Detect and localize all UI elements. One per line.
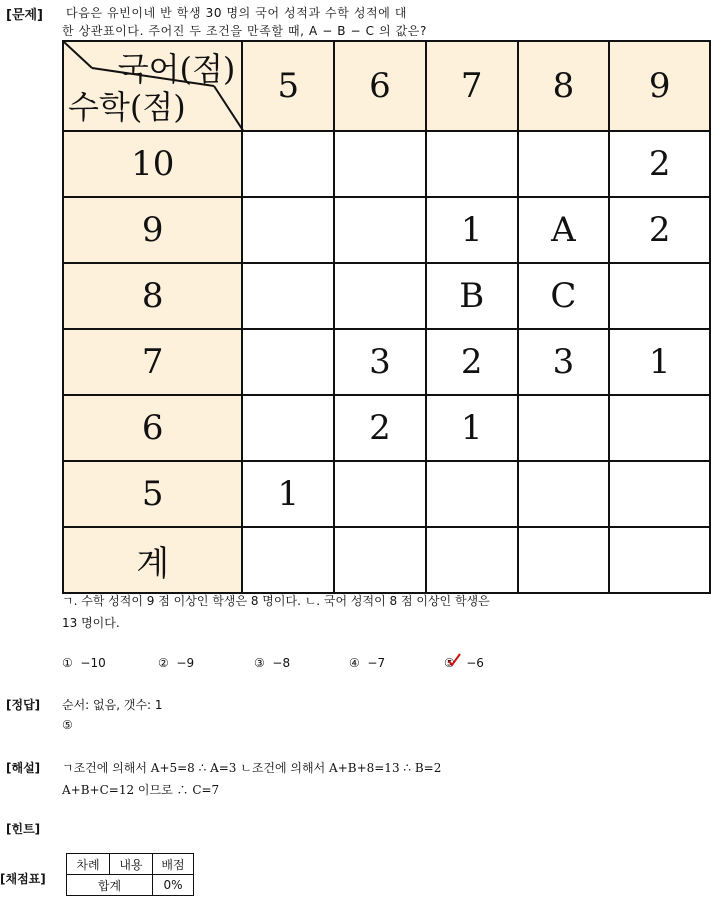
table-row xyxy=(63,197,710,263)
table-cell xyxy=(518,395,610,461)
table-cell xyxy=(426,527,518,593)
table-cell xyxy=(334,527,426,593)
table-cell xyxy=(242,329,334,395)
correlation-table xyxy=(62,40,711,588)
row-header: 8 xyxy=(63,263,242,329)
choice-5[interactable] xyxy=(444,656,484,670)
table-cell xyxy=(609,263,710,329)
explanation-line1: ㄱ조건에 의해서 A+5=8 ∴ A=3 ㄴ조건에 의해서 A+B+8=13 ∴ B=2 xyxy=(62,761,442,775)
choice-number: ⑤ xyxy=(444,656,455,670)
table-cell: 1 xyxy=(426,197,518,263)
table-cell xyxy=(518,131,610,197)
table-cell: 3 xyxy=(334,329,426,395)
table-cell xyxy=(242,263,334,329)
table-cell xyxy=(242,395,334,461)
table-cell: C xyxy=(518,263,610,329)
table-row xyxy=(63,461,710,527)
score-header-content: 내용 xyxy=(110,854,153,875)
table-cell xyxy=(609,527,710,593)
hint-tag: [힌트] xyxy=(6,822,41,836)
row-header: 계 xyxy=(63,527,242,593)
checkmark-icon xyxy=(447,653,461,667)
table-row xyxy=(63,527,710,593)
table-cell: 2 xyxy=(609,131,710,197)
table-cell xyxy=(242,197,334,263)
choice-text: −8 xyxy=(272,656,291,670)
table-row xyxy=(63,131,710,197)
condition-text-line1: ㄱ. 수학 성적이 9 점 이상인 학생은 8 명이다. ㄴ. 국어 성적이 8 점 이상인 학생은 xyxy=(62,594,490,608)
score-total-label: 합계 xyxy=(67,875,153,896)
choice-text: −9 xyxy=(176,656,195,670)
score-header-points: 배점 xyxy=(153,854,194,875)
row-header: 6 xyxy=(63,395,242,461)
table-cell xyxy=(609,395,710,461)
table-cell: B xyxy=(426,263,518,329)
choice-text: −10 xyxy=(80,656,106,670)
table-cell: A xyxy=(518,197,610,263)
table-row xyxy=(63,263,710,329)
choice-4[interactable] xyxy=(349,656,385,670)
row-axis-label: 수학(점) xyxy=(68,88,186,126)
explanation-tag: [해설] xyxy=(6,761,41,775)
table-cell xyxy=(242,131,334,197)
table-cell: 1 xyxy=(426,395,518,461)
problem-tag: [문제] xyxy=(6,8,43,23)
choice-number: ④ xyxy=(349,656,360,670)
table-cell xyxy=(426,461,518,527)
choice-number: ③ xyxy=(254,656,265,670)
row-header: 7 xyxy=(63,329,242,395)
table-cell xyxy=(242,527,334,593)
score-header-order: 차례 xyxy=(67,854,110,875)
problem-text-line2: 한 상관표이다. 주어진 두 조건을 만족할 때, A − B − C 의 값은? xyxy=(62,24,427,38)
row-header: 5 xyxy=(63,461,242,527)
table-row xyxy=(63,329,710,395)
table-cell: 1 xyxy=(609,329,710,395)
table-cell: 1 xyxy=(242,461,334,527)
problem-text-line1: 다음은 유빈이네 반 학생 30 명의 국어 성적과 수학 성적에 대 xyxy=(66,6,408,20)
column-header: 9 xyxy=(609,41,710,131)
answer-value: ⑤ xyxy=(62,718,73,732)
column-header: 7 xyxy=(426,41,518,131)
row-header: 10 xyxy=(63,131,242,197)
score-table xyxy=(66,853,194,896)
choice-text: −6 xyxy=(466,656,484,670)
choice-3[interactable] xyxy=(254,656,290,670)
table-corner-cell xyxy=(63,41,242,131)
table-cell: 2 xyxy=(609,197,710,263)
explanation-line2: A+B+C=12 이므로 ∴ C=7 xyxy=(62,783,220,797)
table-cell xyxy=(334,461,426,527)
choice-text: −7 xyxy=(367,656,386,670)
column-header: 8 xyxy=(518,41,610,131)
row-header: 9 xyxy=(63,197,242,263)
score-tag: [채점표] xyxy=(0,872,46,886)
column-header: 6 xyxy=(334,41,426,131)
table-cell xyxy=(518,461,610,527)
column-axis-label: 국어(점) xyxy=(117,50,236,88)
table-cell xyxy=(334,131,426,197)
table-cell xyxy=(426,131,518,197)
table-row xyxy=(63,395,710,461)
answer-tag: [정답] xyxy=(6,698,41,712)
column-header: 5 xyxy=(242,41,334,131)
score-total-value: 0% xyxy=(153,875,194,896)
condition-text-line2: 13 명이다. xyxy=(62,616,120,630)
table-cell: 3 xyxy=(518,329,610,395)
choice-number: ② xyxy=(158,656,169,670)
choice-1[interactable] xyxy=(62,656,106,670)
table-cell: 2 xyxy=(334,395,426,461)
answer-info: 순서: 없음, 갯수: 1 xyxy=(62,698,163,712)
table-cell xyxy=(609,461,710,527)
choice-number: ① xyxy=(62,656,73,670)
table-cell xyxy=(518,527,610,593)
table-cell xyxy=(334,263,426,329)
choice-2[interactable] xyxy=(158,656,194,670)
table-cell xyxy=(334,197,426,263)
table-cell: 2 xyxy=(426,329,518,395)
